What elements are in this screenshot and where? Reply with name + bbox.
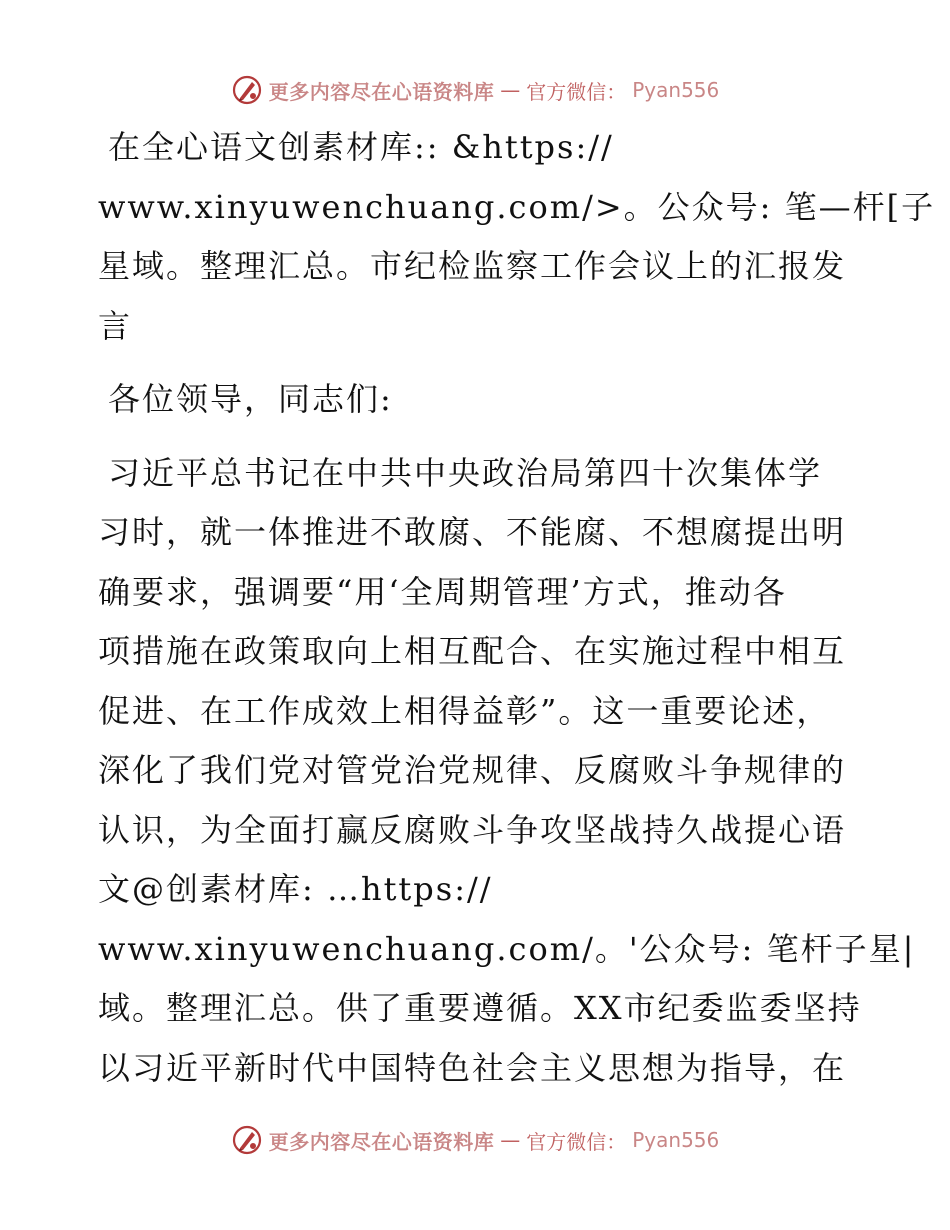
text-line: 文@创素材库: …https://	[98, 870, 493, 908]
text-line: 域。整理汇总。供了重要遵循。XX市纪委监委坚持	[98, 989, 862, 1027]
text-line: 以习近平新时代中国特色社会主义思想为指导，在	[98, 1048, 847, 1087]
text-line: www.xinyuwenchuang.com/>。公众号: 笔—杆[子	[98, 187, 936, 226]
text-line: www.xinyuwenchuang.com/。'公众号: 笔杆子星|	[98, 929, 916, 968]
watermark-sub-text: 官方微信：	[526, 79, 627, 104]
pen-logo-icon	[231, 1124, 263, 1156]
watermark-footer	[0, 1124, 950, 1156]
watermark-main-text: 更多内容尽在心语资料库	[268, 79, 495, 104]
paragraph-intro	[98, 118, 936, 356]
text-line: 项措施在政策取向上相互配合、在实施过程中相互	[98, 632, 847, 670]
watermark-dash: —	[500, 78, 521, 102]
pen-logo-icon	[231, 74, 263, 106]
watermark-wechat-id: Pyan556	[632, 78, 720, 102]
watermark-sub-text: 官方微信：	[526, 1129, 627, 1154]
text-line: 深化了我们党对管党治党规律、反腐败斗争规律的	[98, 751, 847, 789]
watermark-main-text: 更多内容尽在心语资料库	[268, 1129, 495, 1154]
text-line: 习时，就一体推进不敢腐、不能腐、不想腐提出明	[98, 513, 847, 551]
text-line: 星域。整理汇总。市纪检监察工作会议上的汇报发	[98, 247, 847, 285]
text-line: 习近平总书记在中共中央政治局第四十次集体学	[108, 453, 823, 492]
watermark-header	[0, 74, 950, 106]
text-line: 促进、在工作成效上相得益彰”。这一重要论述，	[98, 691, 831, 730]
text-line: 认识，为全面打赢反腐败斗争攻坚战持久战提心语	[98, 810, 847, 849]
watermark-wechat-id: Pyan556	[632, 1128, 720, 1152]
document-body	[98, 118, 936, 1098]
greeting: 各位领导，同志们:	[108, 380, 393, 418]
text-line: 言	[98, 306, 133, 345]
text-line: 在全心语文创素材库:: &https://	[108, 128, 614, 166]
watermark-dash: —	[500, 1128, 521, 1152]
paragraph-main	[98, 444, 916, 1099]
text-line: 确要求，强调要“用‘全周期管理’方式，推动各	[98, 572, 787, 611]
